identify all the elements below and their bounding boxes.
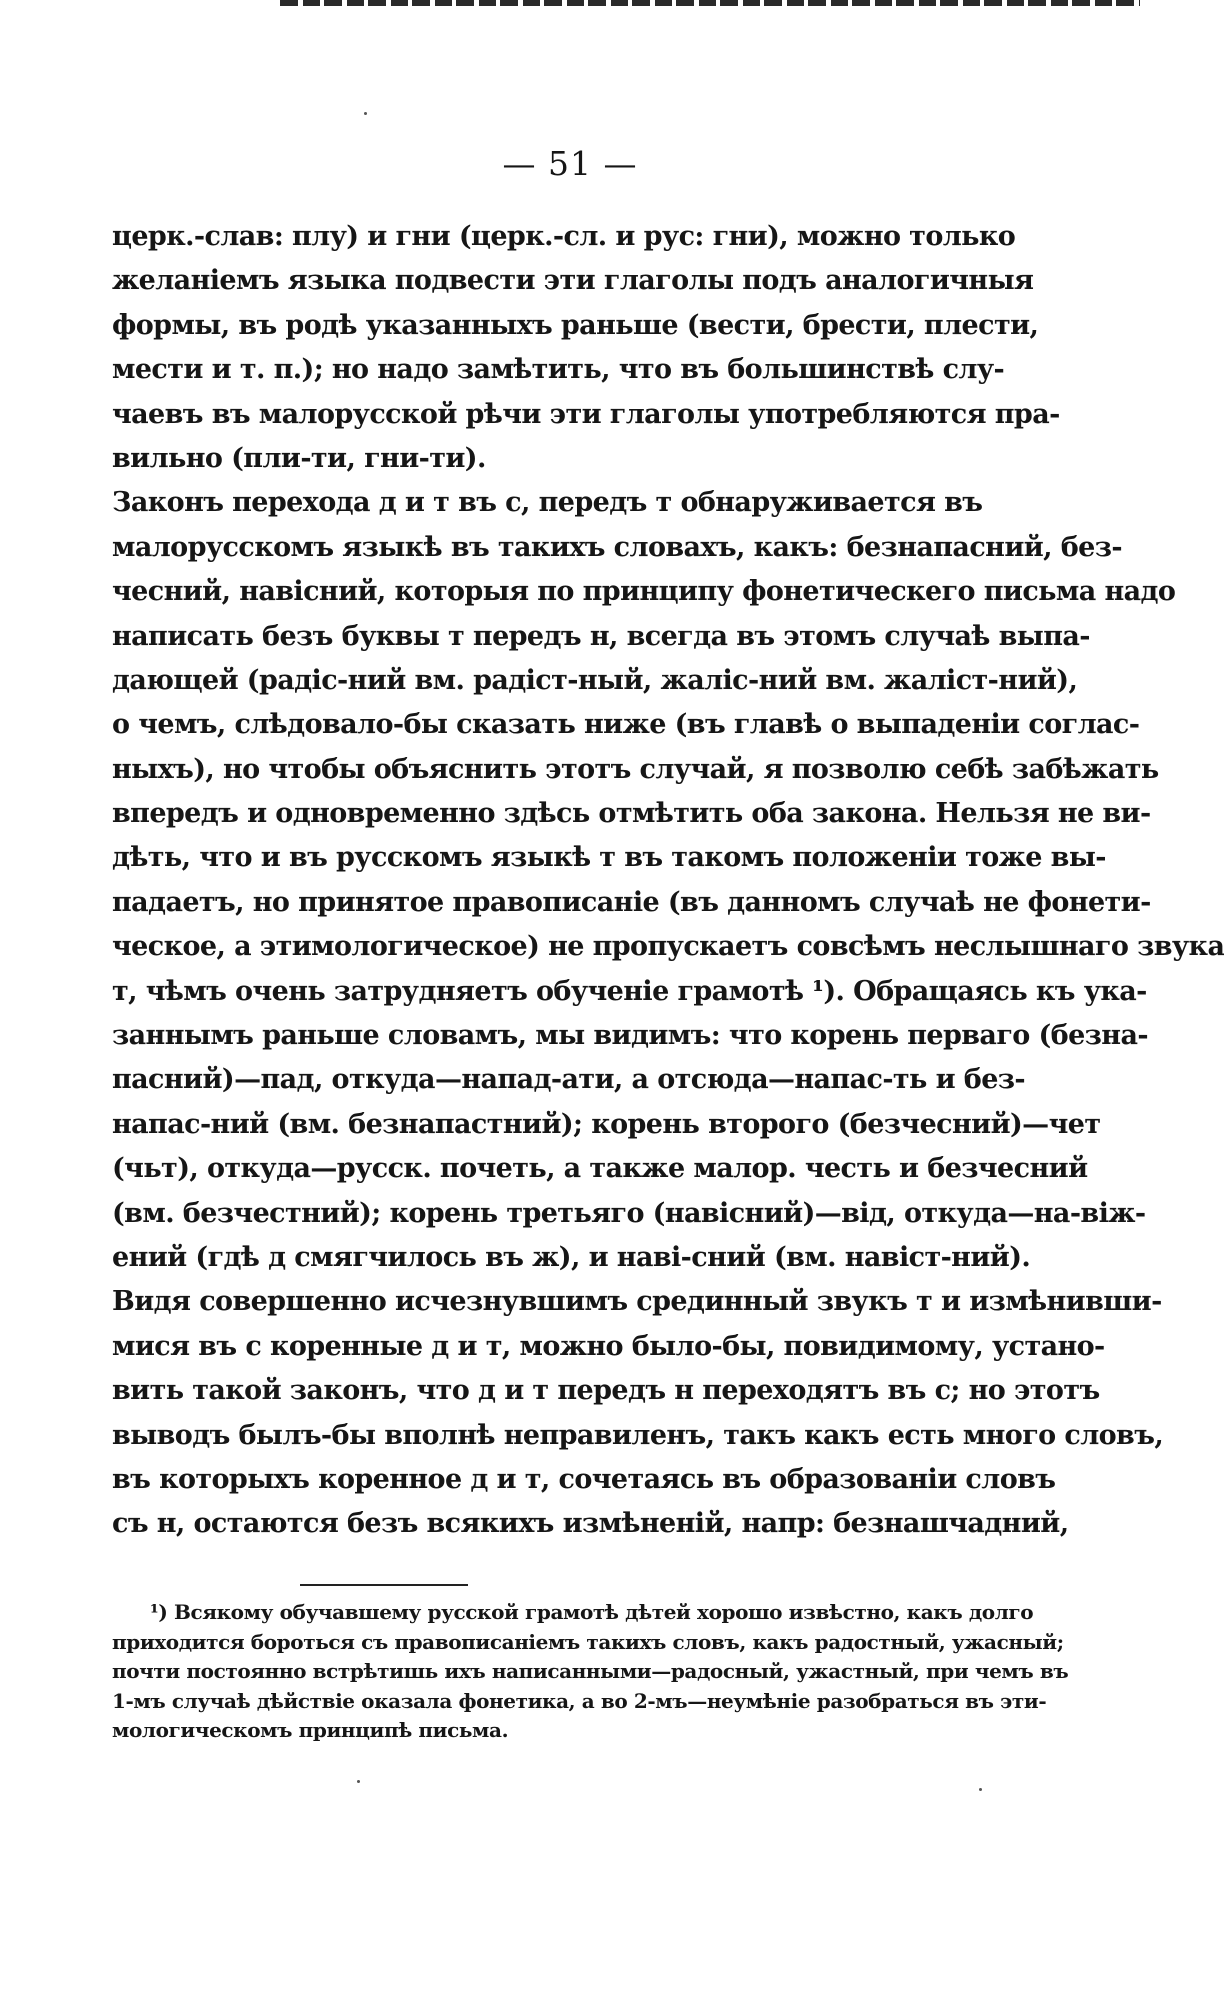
body-line: напас-ний (вм. безнапастний); корень второго (безчесний)—чет xyxy=(112,1108,1101,1140)
body-line: падаетъ, но принятое правописаніе (въ данномъ случаѣ не фонети- xyxy=(112,886,1151,918)
footnote-line: приходится бороться съ правописаніемъ такихъ словъ, какъ радостный, ужасный; xyxy=(112,1629,1064,1654)
body-line: о чемъ, слѣдовало-бы сказать ниже (въ главѣ о выпаденіи соглас- xyxy=(112,709,1140,741)
body-line: чаевъ въ малорусской рѣчи эти глаголы употребляются пра- xyxy=(112,398,1060,430)
body-line: вильно (пли-ти, гни-ти). xyxy=(112,442,486,474)
body-line: ений (гдѣ д смягчилось въ ж), и наві-сний (вм. навіст-ний). xyxy=(112,1241,1031,1273)
footnote xyxy=(112,1598,1069,1746)
body-line: выводъ былъ-бы вполнѣ неправиленъ, такъ какъ есть много словъ, xyxy=(112,1419,1164,1451)
body-line: ческое, а этимологическое) не пропускаетъ совсѣмъ неслышнаго звука xyxy=(112,931,1224,963)
body-line: ныхъ), но чтобы объяснить этотъ случай, я позволю себѣ забѣжать xyxy=(112,753,1159,785)
body-line: съ н, остаются безъ всякихъ измѣненій, напр: безнашчадний, xyxy=(112,1508,1069,1540)
footnote-rule xyxy=(300,1584,468,1586)
body-line: вить такой законъ, что д и т передъ н переходятъ въ с; но этотъ xyxy=(112,1375,1100,1407)
footnote-line: ¹) Всякому обучавшему русской грамотѣ дѣтей хорошо извѣстно, какъ долго xyxy=(150,1600,1034,1624)
top-edge-band xyxy=(280,0,1140,6)
body-line: формы, въ родѣ указанныхъ раньше (вести, брести, плести, xyxy=(112,309,1039,341)
footnote-line: мологическомъ принципѣ письма. xyxy=(112,1718,509,1742)
body-line: мися въ с коренные д и т, можно было-бы, повидимому, устано- xyxy=(112,1330,1105,1362)
paper-speck xyxy=(979,1788,982,1791)
body-line: дающей (радіс-ний вм. радіст-ный, жаліс-ний вм. жаліст-ний), xyxy=(112,664,1078,696)
body-line: Видя совершенно исчезнувшимъ срединный звукъ т и измѣнивши- xyxy=(112,1286,1162,1318)
body-line: церк.-слав: плу) и гни (церк.-сл. и рус: гни), можно только xyxy=(112,221,1016,252)
paper-speck xyxy=(357,1780,360,1783)
body-line: малорусскомъ языкѣ въ такихъ словахъ, какъ: безнапасний, без- xyxy=(112,531,1122,563)
body-line: заннымъ раньше словамъ, мы видимъ: что корень перваго (безна- xyxy=(112,1020,1148,1052)
footnote-line: 1-мъ случаѣ дѣйствіе оказала фонетика, а во 2-мъ—неумѣніе разобраться въ эти- xyxy=(112,1688,1047,1713)
body-line: въ которыхъ коренное д и т, сочетаясь въ образованіи словъ xyxy=(112,1463,1056,1495)
body-line: дѣть, что и въ русскомъ языкѣ т въ такомъ положеніи тоже вы- xyxy=(112,842,1106,874)
body-line: впередъ и одновременно здѣсь отмѣтить оба закона. Нельзя не ви- xyxy=(112,798,1151,830)
page-number: — 51 — xyxy=(502,144,638,183)
body-text xyxy=(112,215,1224,1547)
paragraph-start-line: Законъ перехода д и т въ с, передъ т обнаруживается въ xyxy=(112,487,983,519)
body-line: (вм. безчестний); корень третьяго (навісний)—від, откуда—на-віж- xyxy=(112,1197,1146,1229)
body-line: желаніемъ языка подвести эти глаголы подъ аналогичныя xyxy=(112,265,1034,297)
body-line: т, чѣмъ очень затрудняетъ обученіе грамотѣ ¹). Обращаясь къ ука- xyxy=(112,975,1147,1007)
body-line: пасний)—пад, откуда—напад-ати, а отсюда—напас-ть и без- xyxy=(112,1064,1026,1096)
body-line: (чьт), откуда—русск. почеть, а также малор. честь и безчесний xyxy=(112,1153,1088,1185)
footnote-line: почти постоянно встрѣтишь ихъ написанными—радосный, ужастный, при чемъ въ xyxy=(112,1659,1069,1683)
paper-speck xyxy=(364,112,367,115)
body-line: чесний, навісний, которыя по принципу фонетическего письма надо xyxy=(112,576,1176,608)
body-line: мести и т. п.); но надо замѣтить, что въ большинствѣ слу- xyxy=(112,354,1005,386)
body-line: написать безъ буквы т передъ н, всегда въ этомъ случаѣ выпа- xyxy=(112,620,1090,652)
